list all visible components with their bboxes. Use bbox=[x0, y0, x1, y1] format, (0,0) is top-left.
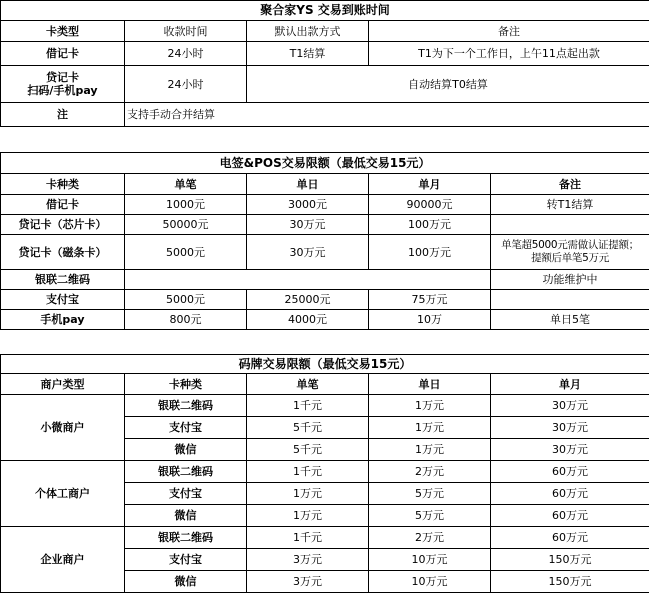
row-label: 贷记卡（磁条卡） bbox=[1, 235, 125, 270]
cell: 100万元 bbox=[369, 235, 491, 270]
magstripe-remark: 单笔超5000元需做认证提额； 提额后单笔5万元 bbox=[491, 235, 649, 270]
row-label: 银联二维码 bbox=[125, 527, 247, 549]
row-label: 微信 bbox=[125, 505, 247, 527]
row-label: 支付宝 bbox=[125, 549, 247, 571]
cell: 30万元 bbox=[247, 215, 369, 235]
row-label: 银联二维码 bbox=[125, 461, 247, 483]
qr-header-monthly: 单月 bbox=[491, 374, 649, 395]
cell: 1万元 bbox=[369, 439, 491, 461]
cell: 10万元 bbox=[369, 549, 491, 571]
cell: 150万元 bbox=[491, 571, 649, 593]
header-remark: 备注 bbox=[369, 21, 649, 42]
table-row bbox=[1, 395, 649, 417]
table-row bbox=[1, 290, 649, 310]
row-label: 手机pay bbox=[1, 310, 125, 330]
cell: 60万元 bbox=[491, 483, 649, 505]
merchant-type-individual: 个体工商户 bbox=[1, 461, 125, 527]
cell: 5万元 bbox=[369, 483, 491, 505]
cell: 1千元 bbox=[247, 461, 369, 483]
credit-payout-note: 自动结算T0结算 bbox=[247, 66, 649, 103]
row-label: 支付宝 bbox=[125, 483, 247, 505]
pos-header-single: 单笔 bbox=[125, 174, 247, 195]
cell bbox=[125, 270, 491, 290]
header-receive-time: 收款时间 bbox=[125, 21, 247, 42]
row-label: 微信 bbox=[125, 439, 247, 461]
pos-header-monthly: 单月 bbox=[369, 174, 491, 195]
settlement-time-title: 聚合家YS 交易到账时间 bbox=[1, 1, 649, 21]
credit-card-label bbox=[1, 66, 125, 103]
credit-card-line2: 扫码/手机pay bbox=[27, 84, 98, 97]
qr-plate-title: 码牌交易限额（最低交易15元） bbox=[1, 355, 649, 374]
settlement-time-table bbox=[0, 0, 649, 127]
cell: 25000元 bbox=[247, 290, 369, 310]
cell: 60万元 bbox=[491, 461, 649, 483]
cell: 3万元 bbox=[247, 549, 369, 571]
row-label: 银联二维码 bbox=[1, 270, 125, 290]
cell: 150万元 bbox=[491, 549, 649, 571]
qr-header-daily: 单日 bbox=[369, 374, 491, 395]
pos-limit-title: 电签&POS交易限额（最低交易15元） bbox=[1, 153, 649, 174]
debit-payout-method: T1结算 bbox=[247, 42, 369, 66]
cell: 功能维护中 bbox=[491, 270, 649, 290]
cell: 3万元 bbox=[247, 571, 369, 593]
cell bbox=[491, 290, 649, 310]
cell: 1万元 bbox=[247, 483, 369, 505]
cell: 5千元 bbox=[247, 439, 369, 461]
cell: 800元 bbox=[125, 310, 247, 330]
cell: 2万元 bbox=[369, 461, 491, 483]
cell: 5000元 bbox=[125, 290, 247, 310]
table-row bbox=[1, 310, 649, 330]
debit-remark: T1为下一个工作日，上午11点起出款 bbox=[369, 42, 649, 66]
cell: 1万元 bbox=[247, 505, 369, 527]
table-row bbox=[1, 215, 649, 235]
cell: 30万元 bbox=[491, 395, 649, 417]
cell: 90000元 bbox=[369, 195, 491, 215]
row-label: 借记卡 bbox=[1, 195, 125, 215]
table-row bbox=[1, 461, 649, 483]
cell: 60万元 bbox=[491, 505, 649, 527]
table-row bbox=[1, 195, 649, 215]
cell: 30万元 bbox=[491, 439, 649, 461]
cell: 30万元 bbox=[247, 235, 369, 270]
cell: 10万 bbox=[369, 310, 491, 330]
cell: 5000元 bbox=[125, 235, 247, 270]
qr-header-card-kind: 卡种类 bbox=[125, 374, 247, 395]
remark-label: 注 bbox=[1, 103, 125, 127]
cell bbox=[491, 215, 649, 235]
row-label: 贷记卡（芯片卡） bbox=[1, 215, 125, 235]
cell: 30万元 bbox=[491, 417, 649, 439]
pos-header-daily: 单日 bbox=[247, 174, 369, 195]
debit-card-label: 借记卡 bbox=[1, 42, 125, 66]
cell: 5千元 bbox=[247, 417, 369, 439]
cell: 4000元 bbox=[247, 310, 369, 330]
qr-header-merchant-type: 商户类型 bbox=[1, 374, 125, 395]
header-default-payout: 默认出款方式 bbox=[247, 21, 369, 42]
merchant-type-enterprise: 企业商户 bbox=[1, 527, 125, 593]
cell: 3000元 bbox=[247, 195, 369, 215]
cell: 75万元 bbox=[369, 290, 491, 310]
cell: 2万元 bbox=[369, 527, 491, 549]
pos-header-card-kind: 卡种类 bbox=[1, 174, 125, 195]
table-row bbox=[1, 270, 649, 290]
cell: 10万元 bbox=[369, 571, 491, 593]
cell: 60万元 bbox=[491, 527, 649, 549]
pos-header-remark: 备注 bbox=[491, 174, 649, 195]
credit-receive-time: 24小时 bbox=[125, 66, 247, 103]
cell: 1000元 bbox=[125, 195, 247, 215]
cell: 100万元 bbox=[369, 215, 491, 235]
cell: 5万元 bbox=[369, 505, 491, 527]
cell: 1千元 bbox=[247, 527, 369, 549]
cell: 1千元 bbox=[247, 395, 369, 417]
debit-receive-time: 24小时 bbox=[125, 42, 247, 66]
qr-plate-limit-table bbox=[0, 354, 649, 593]
cell: 50000元 bbox=[125, 215, 247, 235]
remark-text: 支持手动合并结算 bbox=[125, 103, 649, 127]
cell: 1万元 bbox=[369, 417, 491, 439]
row-label: 银联二维码 bbox=[125, 395, 247, 417]
row-label: 微信 bbox=[125, 571, 247, 593]
row-label: 支付宝 bbox=[1, 290, 125, 310]
cell: 转T1结算 bbox=[491, 195, 649, 215]
table-row bbox=[1, 235, 649, 270]
qr-header-single: 单笔 bbox=[247, 374, 369, 395]
merchant-type-micro: 小微商户 bbox=[1, 395, 125, 461]
row-label: 支付宝 bbox=[125, 417, 247, 439]
credit-card-line1: 贷记卡 bbox=[46, 71, 79, 84]
cell: 1万元 bbox=[369, 395, 491, 417]
pos-limit-table bbox=[0, 152, 649, 330]
table-row bbox=[1, 527, 649, 549]
cell: 单日5笔 bbox=[491, 310, 649, 330]
header-card-type: 卡类型 bbox=[1, 21, 125, 42]
